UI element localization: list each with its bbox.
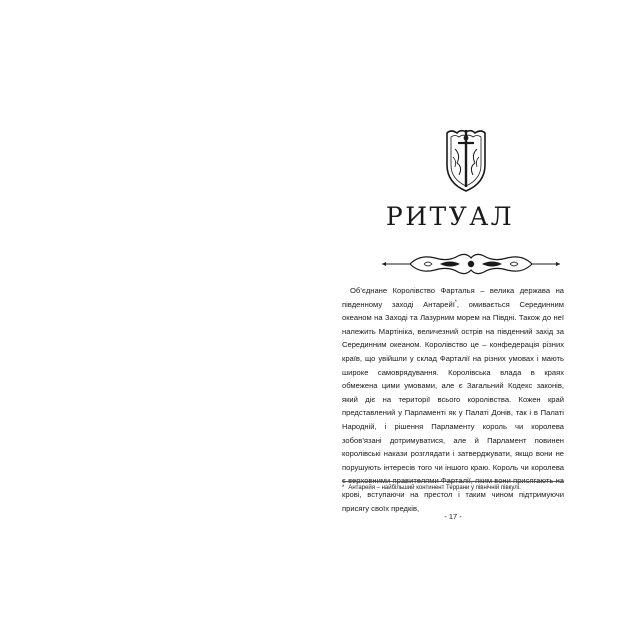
- chapter-title: РИТУАЛ: [385, 202, 515, 231]
- page-number: - 17 -: [444, 512, 462, 521]
- flourish-divider-icon: [380, 250, 562, 278]
- footnote: [342, 484, 564, 493]
- shield-sword-icon: [443, 127, 489, 193]
- footnote-divider: [342, 481, 564, 482]
- body-intro: Об’єднане Королівство Фарталья – велика держава на південному заході Антарейї: [342, 286, 564, 309]
- footnote-marker: *: [342, 485, 345, 491]
- footnote-text: Антарейя – найбільший континент Террани у північній півкулі.: [348, 485, 521, 491]
- body-rest: , омивається Серединним океаном на Заході та Лазурним морем на Півдні. Також до неї належить Мартініка, величезний острів на південний захід за Серединним океаном. Королівство це – конфедерація різних країв, що увійшли у склад Фарталії на різних умовах і мають широке самоврядування. Королівська влада в краях обмежена цими умовами, але є Загальний Кодекс законів, який діє на території всього королівства. Кожен край представлений у Парламенті як у Палаті Донів, так і в Палаті Народній, і рішення Парламенту король чи королева зобов’язані дотримуватися, але й Парламент повинен королівські накази розглядати і затверджувати, якщо вони не порушують інтересів того чи іншого краю. Король чи королева є верховними правителями Фарталії, яким вони присягають на крові, вступаючи на престол і таким чином підтримуючи присягу своїх предків,: [342, 299, 564, 513]
- footnote-reference[interactable]: *: [454, 299, 457, 306]
